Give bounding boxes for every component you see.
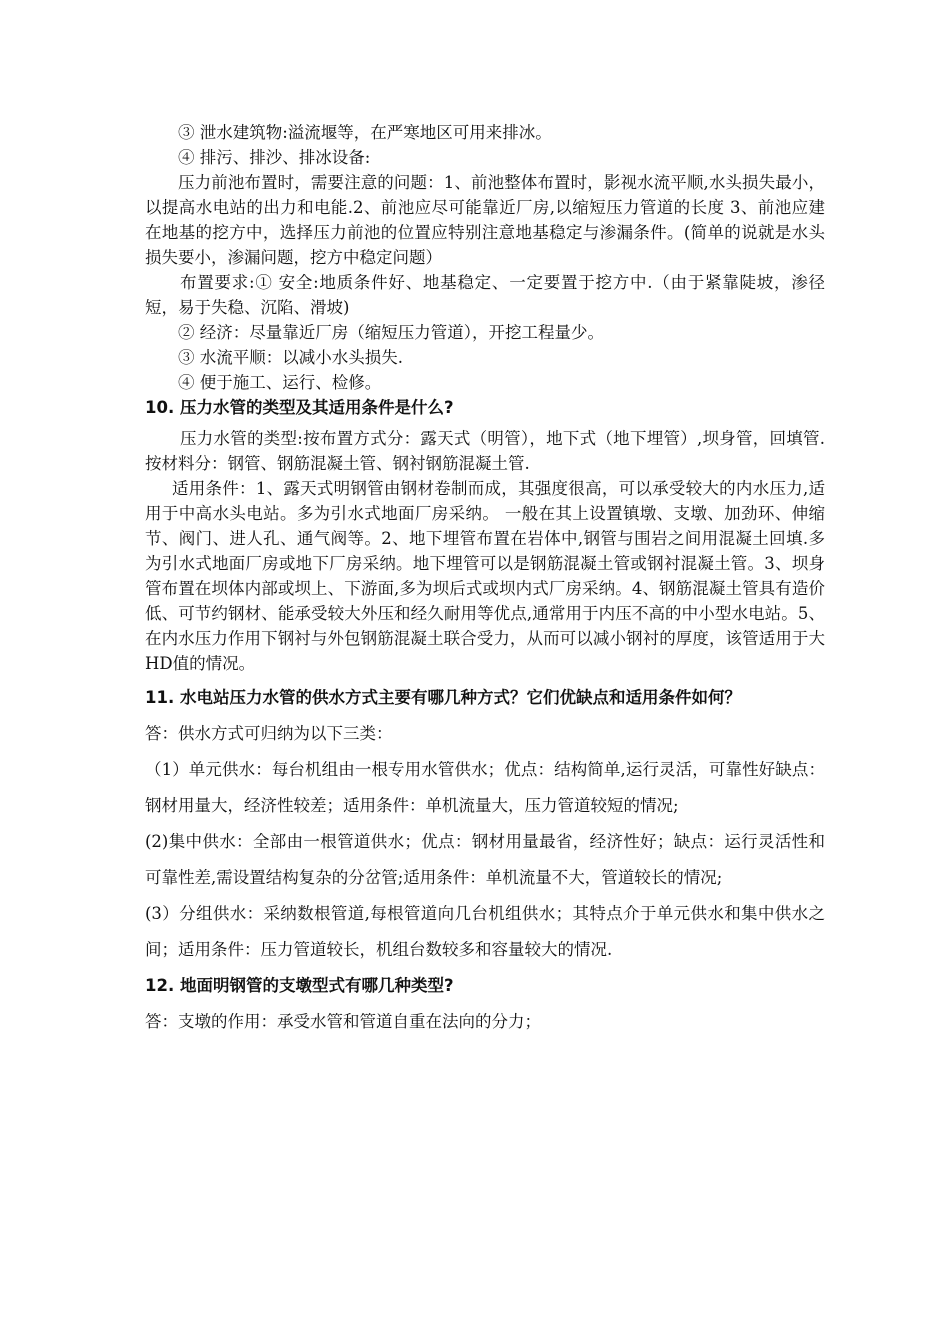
answer-10-conditions: 适用条件：1、露天式明钢管由钢材卷制而成，其强度很高，可以承受较大的内水压力,适用于中高水头电站。多为引水式地面厂房采纳。 一般在其上设置镇墩、支墩、加劲环、伸缩节、阀门、进人孔、通气阀等。2、地下埋管布置在岩体中,钢管与围岩之间用混凝土回填.多为引水式地面厂房或地下厂房采纳。地下埋管可以是钢筋混凝土管或钢衬混凝土管。3、坝身管布置在坝体内部或坝上、下游面,多为坝后式或坝内式厂房采纳。4、钢筋混凝土管具有造价低、可节约钢材、能承受较大外压和经久耐用等优点,通常用于内压不高的中小型水电站。5、在内水压力作用下钢衬与外包钢筋混凝土联合受力，从而可以减小钢衬的厚度，该管适用于大HD值的情况。 [145, 479, 825, 673]
answer-11-unit-supply: （1）单元供水：每台机组由一根专用水管供水；优点：结构简单,运行灵活，可靠性好缺点：钢材用量大，经济性较差；适用条件：单机流量大，压力管道较短的情况; [145, 760, 825, 815]
paragraph-sediment-equipment: ④ 排污、排沙、排冰设备: [178, 148, 371, 167]
paragraph-smooth-flow: ③ 水流平顺：以减小水头损失. [178, 348, 403, 367]
question-10-heading: 10. 压力水管的类型及其适用条件是什么? [145, 398, 454, 417]
question-12-heading: 12. 地面明钢管的支墩型式有哪几种类型? [145, 976, 454, 995]
paragraph-spillway: ③ 泄水建筑物:溢流堰等，在严寒地区可用来排冰。 [178, 123, 552, 142]
answer-11-centralized-supply: (2)集中供水：全部由一根管道供水；优点：钢材用量最省，经济性好；缺点：运行灵活性和可靠性差,需设置结构复杂的分岔管;适用条件：单机流量不大，管道较长的情况; [145, 832, 825, 887]
paragraph-layout-requirements: 布置要求:① 安全:地质条件好、地基稳定、一定要置于挖方中.（由于紧靠陡坡，渗径短，易于失稳、沉陷、滑坡) [145, 273, 825, 317]
answer-10-types: 压力水管的类型:按布置方式分：露天式（明管），地下式（地下埋管）,坝身管，回填管.按材料分：钢管、钢筋混凝土管、钢衬钢筋混凝土管. [145, 429, 825, 473]
answer-11-group-supply: (3）分组供水：采纳数根管道,每根管道向几台机组供水；其特点介于单元供水和集中供水之间；适用条件：压力管道较长，机组台数较多和容量较大的情况. [145, 904, 825, 959]
document-body [145, 120, 825, 1040]
question-11-heading: 11. 水电站压力水管的供水方式主要有哪几种方式？它们优缺点和适用条件如何？ [145, 688, 741, 707]
answer-12-intro: 答：支墩的作用：承受水管和管道自重在法向的分力； [145, 1012, 541, 1031]
paragraph-economy: ② 经济：尽量靠近厂房（缩短压力管道），开挖工程量少。 [178, 323, 604, 342]
paragraph-forebay-layout: 压力前池布置时，需要注意的问题：1、前池整体布置时，影视水流平顺,水头损失最小，以提高水电站的出力和电能.2、前池应尽可能靠近厂房,以缩短压力管道的长度 3、前池应建在地基的挖方中，选择压力前池的位置应特别注意地基稳定与渗漏条件。(简单的说就是水头损失要小，渗漏问题，挖方中稳定问题） [145, 173, 825, 267]
answer-11-intro: 答：供水方式可归纳为以下三类： [145, 724, 393, 743]
paragraph-construction: ④ 便于施工、运行、检修。 [178, 373, 382, 392]
